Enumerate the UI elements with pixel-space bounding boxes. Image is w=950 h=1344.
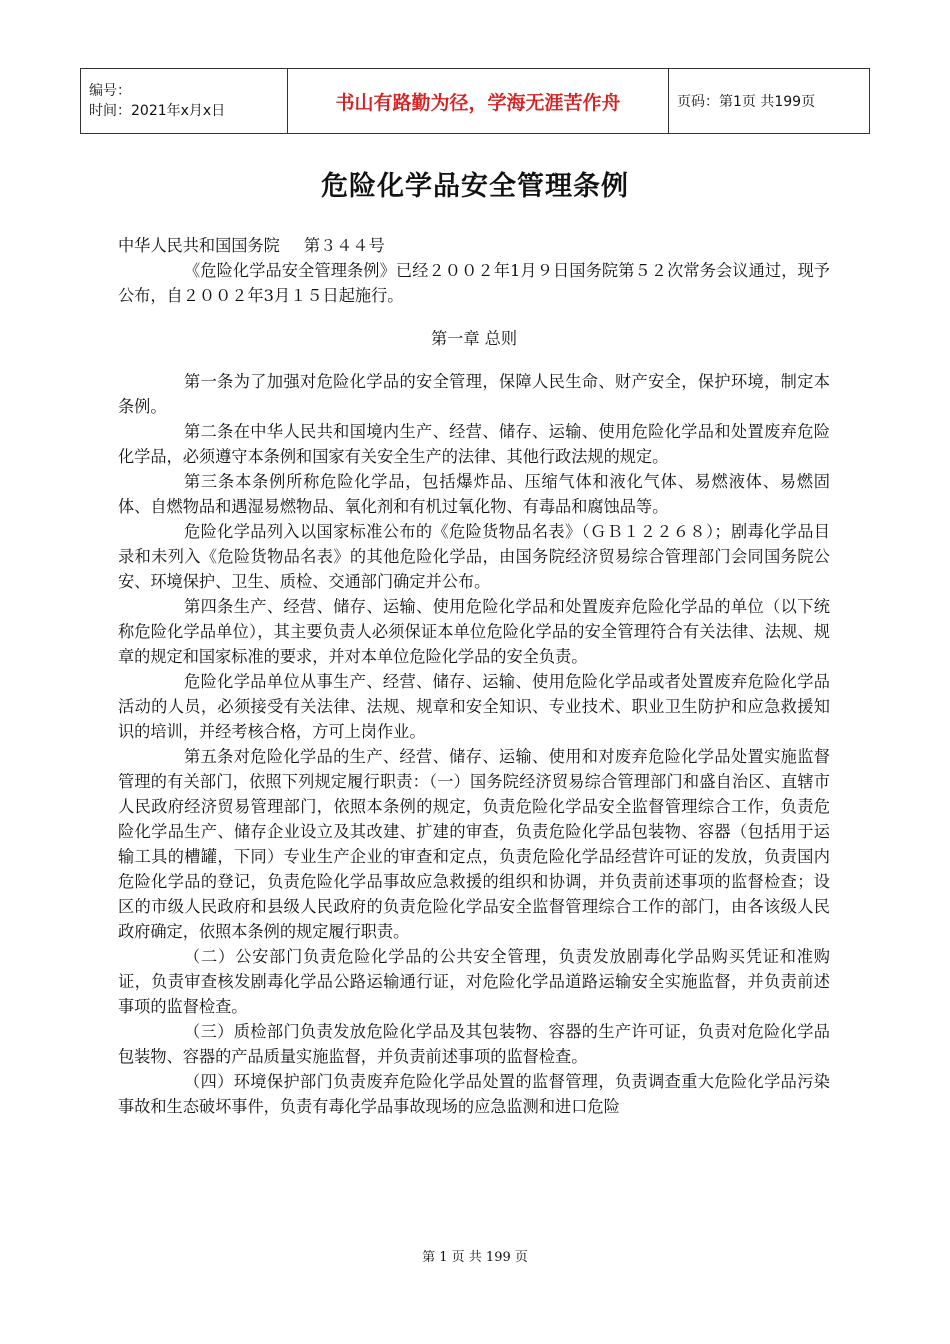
- paragraph: 第二条在中华人民共和国境内生产、经营、储存、运输、使用危险化学品和处置废弃危险化学品，必须遵守本条例和国家有关安全生产的法律、其他行政法规的规定。: [118, 422, 830, 466]
- document-header: [80, 68, 870, 134]
- time-label: 时间：2021年x月x日: [89, 103, 226, 119]
- decree-line: [118, 233, 830, 258]
- decree-number: 第３４４号: [303, 236, 385, 255]
- chapter-heading: 第一章 总则: [430, 329, 518, 348]
- page-footer: 第 1 页 共 199 页: [422, 1250, 528, 1265]
- header-page-info: 页码：第1页 共199页: [669, 69, 870, 134]
- header-motto: 书山有路勤为径，学海无涯苦作舟: [288, 69, 669, 134]
- paragraph: （三）质检部门负责发放危险化学品及其包装物、容器的生产许可证，负责对危险化学品包装物、容器的产品质量实施监督，并负责前述事项的监督检查。: [118, 1022, 830, 1066]
- paragraph: 第四条生产、经营、储存、运输、使用危险化学品和处置废弃危险化学品的单位（以下统称危险化学品单位），其主要负责人必须保证本单位危险化学品的安全管理符合有关法律、法规、规章的规定和国家标准的要求，并对本单位危险化学品的安全负责。: [118, 597, 830, 666]
- paragraph: （二）公安部门负责危险化学品的公共安全管理，负责发放剧毒化学品购买凭证和准购证，负责审查核发剧毒化学品公路运输通行证，对危险化学品道路运输安全实施监督，并负责前述事项的监督检查。: [118, 947, 830, 1016]
- paragraph: （四）环境保护部门负责废弃危险化学品处置的监督管理，负责调查重大危险化学品污染事故和生态破坏事件，负责有毒化学品事故现场的应急监测和进口危险: [118, 1072, 830, 1116]
- document-body: [118, 233, 830, 1119]
- number-label: 编号：: [89, 83, 131, 99]
- paragraph: 第一条为了加强对危险化学品的安全管理，保障人民生命、财产安全，保护环境，制定本条例。: [118, 372, 830, 416]
- document-title: 危险化学品安全管理条例: [321, 171, 629, 202]
- paragraph: 第三条本条例所称危险化学品，包括爆炸品、压缩气体和液化气体、易燃液体、易燃固体、自燃物品和遇湿易燃物品、氧化剂和有机过氧化物、有毒品和腐蚀品等。: [118, 472, 830, 516]
- paragraph: 危险化学品单位从事生产、经营、储存、运输、使用危险化学品或者处置废弃危险化学品活动的人员，必须接受有关法律、法规、规章和安全知识、专业技术、职业卫生防护和应急救援知识的培训，并经考核合格，方可上岗作业。: [118, 672, 830, 741]
- paragraph: 第五条对危险化学品的生产、经营、储存、运输、使用和对废弃危险化学品处置实施监督管理的有关部门，依照下列规定履行职责：（一）国务院经济贸易综合管理部门和盛自治区、直辖市人民政府经济贸易管理部门，依照本条例的规定，负责危险化学品安全监督管理综合工作，负责危险化学品生产、储存企业设立及其改建、扩建的审查，负责危险化学品包装物、容器（包括用于运输工具的槽罐，下同）专业生产企业的审查和定点，负责危险化学品经营许可证的发放，负责国内危险化学品的登记，负责危险化学品事故应急救援的组织和协调，并负责前述事项的监督检查；设区的市级人民政府和县级人民政府的负责危险化学品安全监督管理综合工作的部门，由各该级人民政府确定，依照本条例的规定履行职责。: [118, 747, 830, 941]
- decree-issuer: 中华人民共和国国务院: [118, 236, 280, 255]
- header-meta: [81, 69, 288, 134]
- paragraph: 《危险化学品安全管理条例》已经２００２年1月９日国务院第５２次常务会议通过，现予公布，自２００２年3月１５日起施行。: [118, 261, 830, 305]
- paragraph: 危险化学品列入以国家标准公布的《危险货物品名表》（ＧＢ１２２６８）；剧毒化学品目录和未列入《危险货物品名表》的其他危险化学品，由国务院经济贸易综合管理部门会同国务院公安、环境保护、卫生、质检、交通部门确定并公布。: [118, 522, 830, 591]
